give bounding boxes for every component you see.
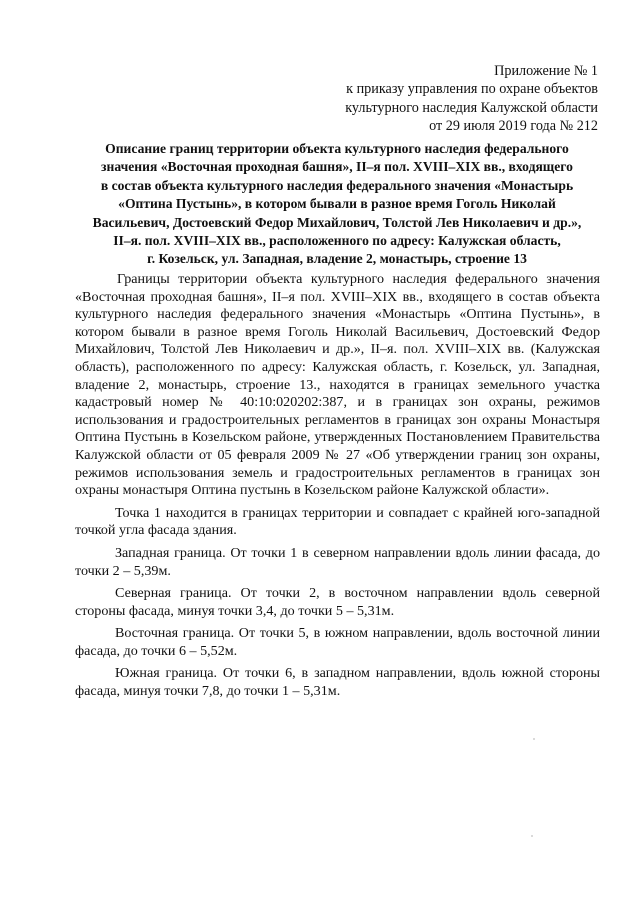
heading-line: II–я. пол. XVIII–XIX вв., расположенного по адресу: Калужская область, [113,233,561,249]
heading-line: «Оптина Пустынь», в котором бывали в разное время Гоголь Николай [118,196,556,212]
southern-boundary-paragraph: Южная граница. От точки 6, в западном направлении, вдоль южной стороны фасада, минуя точки 7,8, до точки 1 – 5,31м. [75,665,600,700]
appendix-date-line: от 29 июля 2019 года № 212 [429,117,598,134]
appendix-title: Приложение № 1 [494,63,598,79]
heading-line: г. Козельск, ул. Западная, владение 2, монастырь, строение 13 [147,251,527,267]
eastern-boundary-paragraph: Восточная граница. От точки 5, в южном направлении, вдоль восточной линии фасада, до точки 6 – 5,52м. [75,625,600,659]
appendix-authority-line: культурного наследия Калужской области [345,99,598,116]
document-body [75,271,600,706]
western-boundary-paragraph: Западная граница. От точки 1 в северном направлении вдоль линии фасада, до точки 2 – 5,39м. [75,544,600,579]
scan-speck [533,738,535,740]
boundaries-description-paragraph: Границы территории объекта культурного наследия федерального значения «Восточная проходная башня», II–я пол. XVIII–XIX вв., входящего в состав объекта культурного наследия федерального значения «Монастырь «Оптина Пустынь», в котором бывали в разное время Гоголь Николай Васильевич, Достоевский Федор Михайлович, Толстой Лев Николаевич и др.», II–я. пол. XVIII–XIX вв. (Калужская область), расположенного по адресу: Калужская область, г. Козельск, ул. Западная, владение 2, монастырь, строение 13., находятся в границах земельного участка кадастровый номер № 40:10:020202:387, и в границах зон охраны, режимов использования и градостроительных регламентов в границах зон охраны Монастыря Оптина Пустынь в Козельском районе, утвержденных Постановлением Правительства Калужской области от 05 февраля 2009 № 27 «Об утверждении границ зон охраны, режимов использования земель и градостроительных регламентов в границах зон охраны монастыря Оптина пустынь в Козельском районе Калужской области». [75,271,600,499]
document-heading [72,140,602,269]
point-one-paragraph: Точка 1 находится в границах территории и совпадает с крайней юго-западной точкой угла фасада здания. [75,504,600,539]
heading-line: значения «Восточная проходная башня», II–я пол. XVIII–XIX вв., входящего [101,159,573,175]
northern-boundary-paragraph: Северная граница. От точки 2, в восточном направлении вдоль северной стороны фасада, минуя точки 3,4, до точки 5 – 5,31м. [75,585,600,619]
heading-line: в состав объекта культурного наследия федерального значения «Монастырь [100,177,574,193]
appendix-order-line: к приказу управления по охране объектов [346,81,598,98]
scan-speck [531,835,533,837]
appendix-block [268,62,598,135]
heading-line: Описание границ территории объекта культурного наследия федерального [105,141,569,156]
heading-line: Васильевич, Достоевский Федор Михайлович, Толстой Лев Николаевич и др.», [92,214,582,230]
